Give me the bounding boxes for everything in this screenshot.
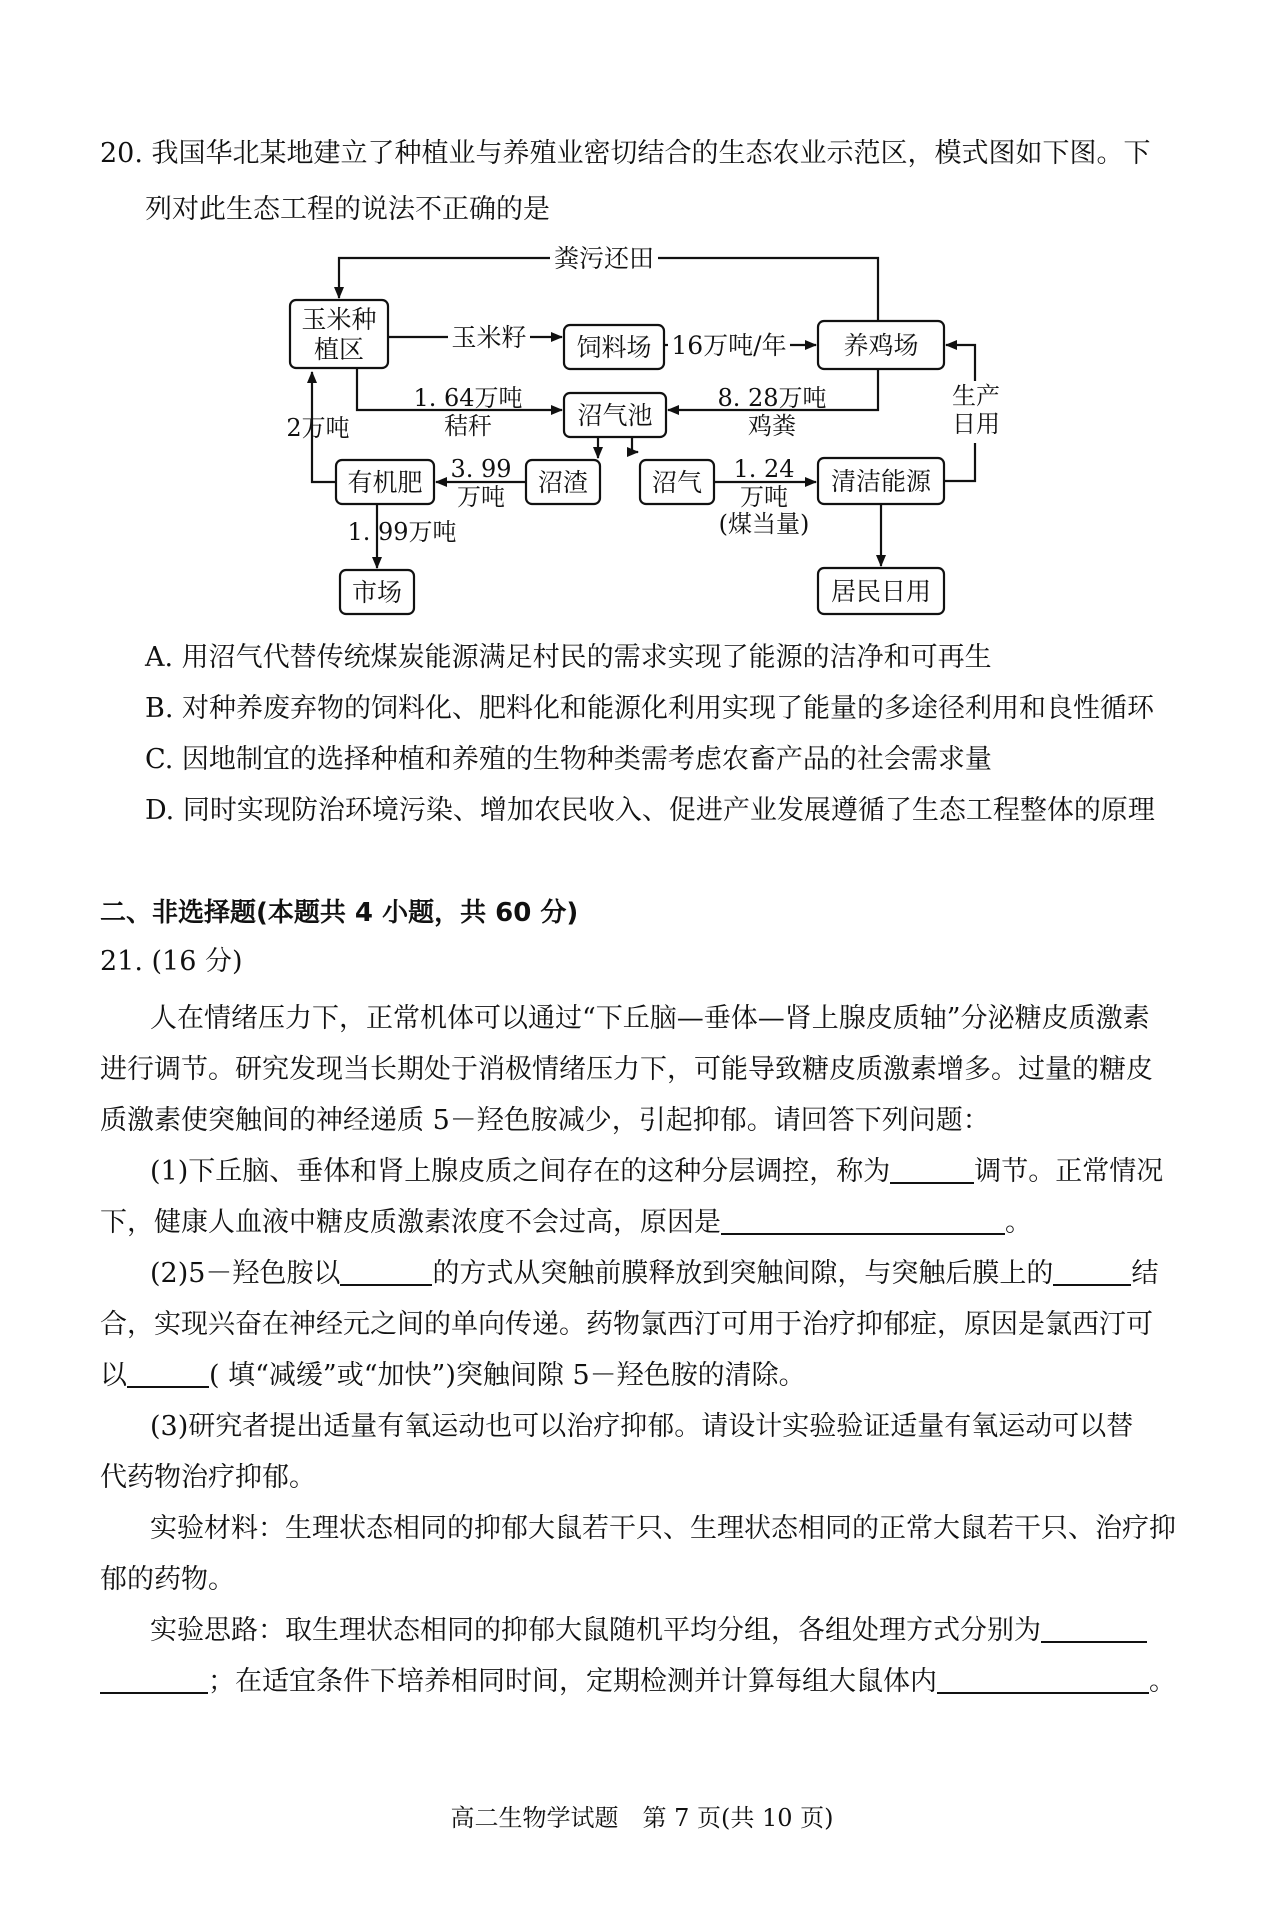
- svg-text:饲料场: 饲料场: [576, 333, 652, 362]
- q21-part1-line1: (1)下丘脑、垂体和肾上腺皮质之间存在的这种分层调控，称为 调节。正常情况: [150, 1156, 1164, 1187]
- q21-part1-line2: 下，健康人血液中糖皮质激素浓度不会过高，原因是 。: [100, 1207, 1032, 1238]
- q21-intro-line1: 人在情绪压力下，正常机体可以通过“下丘脑—垂体—肾上腺皮质轴”分泌糖皮质激素: [150, 1003, 1150, 1034]
- q20-stem-line1: 20. 我国华北某地建立了种植业与养殖业密切结合的生态农业示范区，模式图如下图。下: [100, 138, 1151, 169]
- svg-text:有机肥: 有机肥: [347, 468, 423, 497]
- svg-text:市场: 市场: [351, 578, 403, 607]
- svg-text:居民日用: 居民日用: [830, 577, 932, 606]
- q21-part3-line1: (3)研究者提出适量有氧运动也可以治疗抑郁。请设计实验验证适量有氧运动可以替: [150, 1411, 1134, 1442]
- node-biogas-residue: [526, 460, 600, 504]
- label-two-wan: 2万吨: [286, 414, 350, 442]
- node-biogas-pit: [564, 393, 666, 437]
- arrow-manure-return-right: [658, 258, 878, 321]
- answer-blank-6[interactable]: [1041, 1613, 1147, 1643]
- q20-option-b: B. 对种养废弃物的饲料化、肥料化和能源化利用实现了能量的多途径利用和良性循环: [145, 693, 1155, 724]
- section-2-heading: 二、非选择题(本题共 4 小题，共 60 分): [100, 898, 579, 928]
- label-manure-return: 粪污还田: [553, 244, 655, 273]
- label-residue-amount: 3. 99: [450, 455, 512, 483]
- node-corn-area: [290, 300, 388, 368]
- label-market-flow: 1. 99万吨: [347, 518, 457, 546]
- label-biogas-unit: 万吨: [740, 483, 788, 511]
- answer-blank-2[interactable]: [721, 1205, 1005, 1235]
- q21-intro-line2: 进行调节。研究发现当长期处于消极情绪压力下，可能导致糖皮质激素增多。过量的糖皮: [100, 1054, 1153, 1085]
- svg-text:玉米种: 玉米种: [301, 305, 377, 334]
- label-straw: 秸秆: [444, 412, 492, 440]
- svg-text:清洁能源: 清洁能源: [830, 467, 932, 496]
- q21-part2-line2: 合，实现兴奋在神经元之间的单向传递。药物氯西汀可用于治疗抑郁症，原因是氯西汀可: [100, 1309, 1153, 1340]
- arrow-manure-return-left: [339, 258, 550, 298]
- answer-blank-1[interactable]: [890, 1154, 974, 1184]
- answer-blank-6-continued[interactable]: [100, 1664, 208, 1694]
- svg-text:养鸡场: 养鸡场: [843, 331, 919, 360]
- q21-number: 21. (16 分): [100, 946, 243, 977]
- q20-option-d: D. 同时实现防治环境污染、增加农民收入、促进产业发展遵循了生态工程整体的原理: [145, 795, 1155, 826]
- label-feed-flow: 16万吨/年: [671, 331, 787, 360]
- q21-idea-line1: 实验思路：取生理状态相同的抑郁大鼠随机平均分组，各组处理方式分别为: [150, 1613, 1147, 1649]
- answer-blank-3[interactable]: [340, 1256, 432, 1286]
- svg-text:沼气: 沼气: [651, 468, 703, 497]
- q21-materials-line1: 实验材料：生理状态相同的抑郁大鼠若干只、生理状态相同的正常大鼠若干只、治疗抑: [150, 1513, 1176, 1544]
- q20-option-a: A. 用沼气代替传统煤炭能源满足村民的需求实现了能源的洁净和可再生: [145, 642, 992, 673]
- arrow-pit-biogas: [632, 437, 638, 452]
- answer-blank-7[interactable]: [937, 1664, 1149, 1694]
- page-footer: 高二生物学试题 第 7 页(共 10 页): [450, 1804, 834, 1832]
- node-clean-energy: [818, 458, 944, 504]
- node-feed-farm: [564, 325, 664, 369]
- label-manure: 鸡粪: [748, 412, 796, 440]
- node-organic-fertilizer: [336, 460, 434, 504]
- answer-blank-4[interactable]: [1053, 1256, 1131, 1286]
- label-biogas-amount: 1. 24: [733, 455, 795, 483]
- label-straw-amount: 1. 64万吨: [413, 384, 523, 412]
- node-market: [340, 570, 414, 614]
- label-production: 生产: [952, 382, 1000, 410]
- q21-intro-line3: 质激素使突触间的神经递质 5－羟色胺减少，引起抑郁。请回答下列问题：: [100, 1105, 990, 1136]
- eco-agriculture-diagram: [0, 0, 1284, 640]
- node-biogas: [640, 460, 714, 504]
- node-residential-use: [818, 568, 944, 614]
- q21-idea-line2: ；在适宜条件下培养相同时间，定期检测并计算每组大鼠体内 。: [100, 1664, 1176, 1700]
- q21-materials-line2: 郁的药物。: [100, 1564, 235, 1595]
- q21-part2-line1: (2)5－羟色胺以 的方式从突触前膜释放到突触间隙，与突触后膜上的 结: [150, 1258, 1159, 1289]
- label-corn-seed: 玉米籽: [451, 323, 527, 352]
- label-coal-equivalent: (煤当量): [718, 510, 810, 538]
- label-manure-amount: 8. 28万吨: [717, 384, 827, 412]
- q21-part3-line2: 代药物治疗抑郁。: [100, 1462, 316, 1493]
- label-residue-unit: 万吨: [457, 483, 505, 511]
- svg-text:沼渣: 沼渣: [537, 468, 589, 497]
- svg-text:沼气池: 沼气池: [577, 401, 653, 430]
- answer-blank-5[interactable]: [127, 1358, 209, 1388]
- q20-option-c: C. 因地制宜的选择种植和养殖的生物种类需考虑农畜产品的社会需求量: [145, 744, 992, 775]
- q20-stem-line2: 列对此生态工程的说法不正确的是: [145, 194, 550, 225]
- q21-part2-line3: 以 ( 填“减缓”或“加快”)突触间隙 5－羟色胺的清除。: [100, 1360, 806, 1391]
- label-daily-use: 日用: [952, 410, 1000, 438]
- svg-text:植区: 植区: [313, 335, 365, 364]
- node-chicken-farm: [818, 321, 944, 369]
